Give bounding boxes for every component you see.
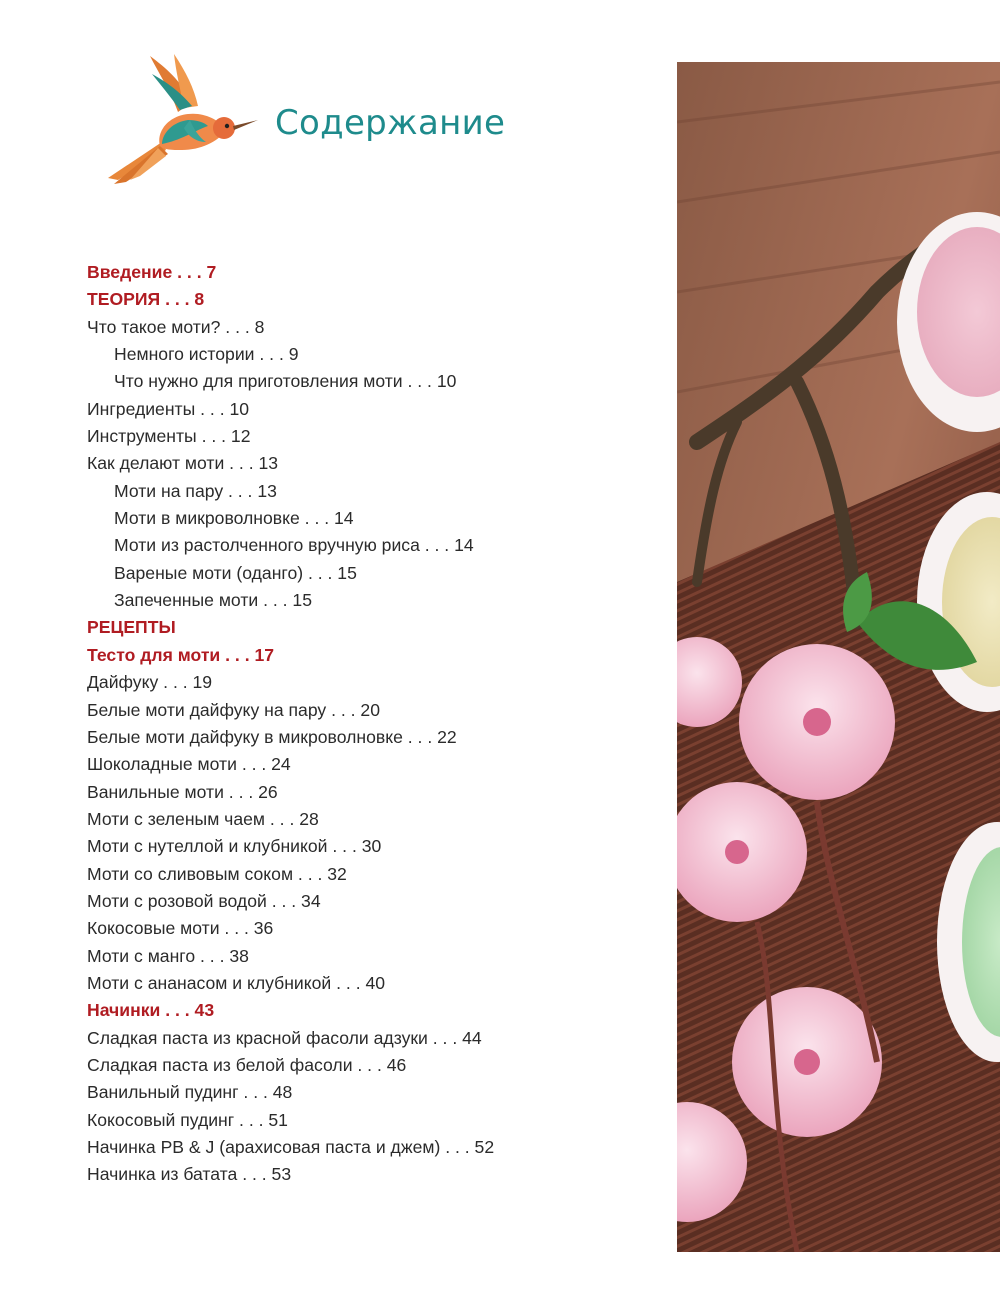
toc-entry: Ингредиенты . . . 10 <box>87 398 250 419</box>
toc-entry: Моти из растолченного вручную риса . . . 14 <box>114 535 474 556</box>
toc-entry: Начинка из батата . . . 53 <box>87 1164 292 1185</box>
toc-entry: Моти со сливовым соком . . . 32 <box>87 863 347 884</box>
toc-entry: Моти с зеленым чаем . . . 28 <box>87 808 319 829</box>
toc-entry: Инструменты . . . 12 <box>87 426 251 447</box>
toc-entry: Белые моти дайфуку на пару . . . 20 <box>87 699 381 720</box>
toc-entry: Моти с нутеллой и клубникой . . . 30 <box>87 836 382 857</box>
toc-entry: Белые моти дайфуку в микроволновке . . . 22 <box>87 726 457 747</box>
toc-entry: Сладкая паста из белой фасоли . . . 46 <box>87 1054 407 1075</box>
toc-entry: Немного истории . . . 9 <box>114 344 299 365</box>
toc-entry: Сладкая паста из красной фасоли адзуки . . . 44 <box>87 1027 482 1048</box>
toc-section-heading: РЕЦЕПТЫ <box>87 617 176 638</box>
table-of-contents <box>87 259 494 1189</box>
toc-entry: Что такое моти? . . . 8 <box>87 316 265 337</box>
toc-entry: Дайфуку . . . 19 <box>87 672 213 693</box>
toc-entry: Моти на пару . . . 13 <box>114 480 277 501</box>
toc-entry: Моти с ананасом и клубникой . . . 40 <box>87 972 386 993</box>
toc-section-heading: ТЕОРИЯ . . . 8 <box>87 289 205 310</box>
toc-entry: Запеченные моти . . . 15 <box>114 590 313 611</box>
toc-entry: Как делают моти . . . 13 <box>87 453 279 474</box>
toc-entry: Ванильные моти . . . 26 <box>87 781 278 802</box>
toc-entry: Что нужно для приготовления моти . . . 10 <box>114 371 457 392</box>
toc-entry: Моти в микроволновке . . . 14 <box>114 508 354 529</box>
toc-entry: Кокосовый пудинг . . . 51 <box>87 1109 288 1130</box>
mochi-cherry-blossom-photo <box>677 62 1000 1252</box>
toc-entry: Начинка PB & J (арахисовая паста и джем) . . . 52 <box>87 1137 495 1157</box>
toc-entry: Вареные моти (оданго) . . . 15 <box>114 562 357 583</box>
toc-section-heading: Введение . . . 7 <box>87 262 217 282</box>
hummingbird-icon <box>100 50 260 185</box>
toc-section-heading: Начинки . . . 43 <box>87 1000 215 1021</box>
toc-entry: Моти с манго . . . 38 <box>87 945 249 966</box>
toc-entry: Шоколадные моти . . . 24 <box>87 754 291 775</box>
toc-section-heading: Тесто для моти . . . 17 <box>87 644 275 665</box>
page-title: Содержание <box>275 103 506 143</box>
toc-entry: Ванильный пудинг . . . 48 <box>87 1082 293 1103</box>
toc-entry: Моти с розовой водой . . . 34 <box>87 890 321 911</box>
toc-entry: Кокосовые моти . . . 36 <box>87 918 274 939</box>
